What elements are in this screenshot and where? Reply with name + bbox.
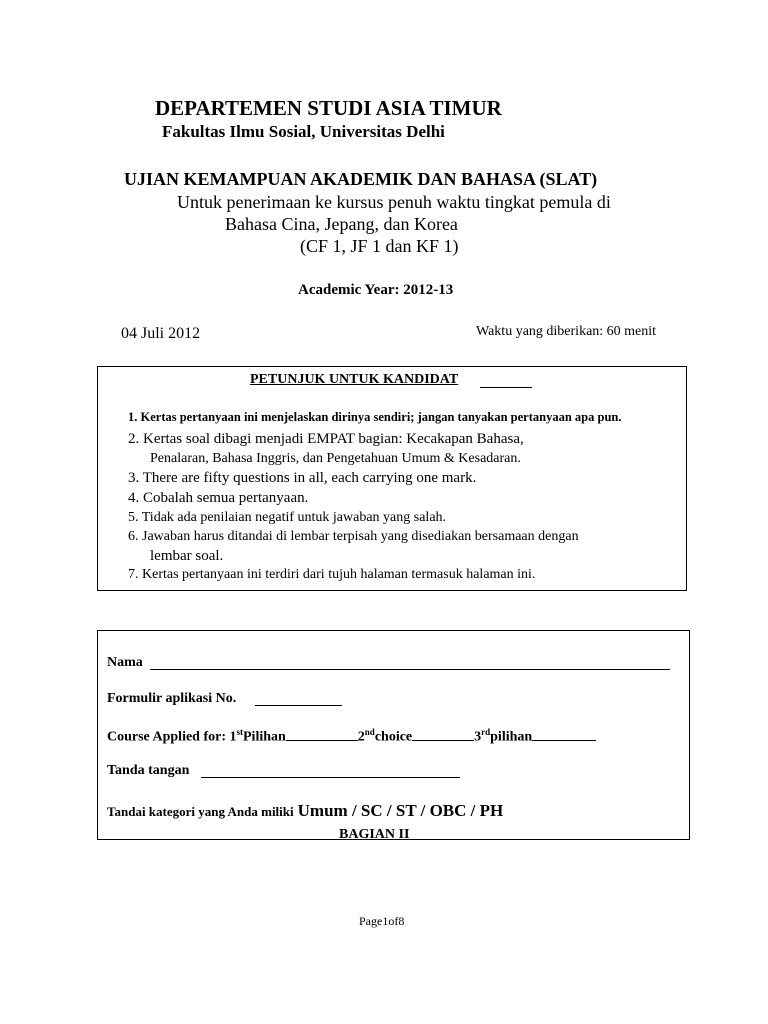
course-applied-row [107,727,596,746]
category-label: Tandai kategori yang Anda miliki [107,804,294,819]
exam-subtitle-line2: Bahasa Cina, Jepang, dan Korea [225,214,458,234]
page-number: Page1of8 [359,914,405,928]
category-options[interactable]: Umum / SC / ST / OBC / PH [297,801,504,820]
signature-label: Tanda tangan [107,763,190,778]
first-choice-label: Pilihan [243,729,286,745]
course-applied-label: Course Applied for: 1 [107,729,237,745]
application-number-field[interactable] [255,692,342,706]
instruction-item-7: 7. Kertas pertanyaan ini terdiri dari tujuh halaman termasuk halaman ini. [128,567,536,582]
course-num-3: 3 [474,729,482,745]
course-sup-1: st [236,727,243,737]
category-row [107,801,503,821]
instruction-item-3: 3. There are fifty questions in all, each carrying one mark. [128,470,477,486]
instructions-title: PETUNJUK UNTUK KANDIDAT [250,372,459,387]
exam-title: UJIAN KEMAMPUAN AKADEMIK DAN BAHASA (SLAT) [124,169,598,189]
instruction-item-2-line1: 2. Kertas soal dibagi menjadi EMPAT bagian: Kecakapan Bahasa, [128,431,524,447]
instruction-item-6-line1: 6. Jawaban harus ditandai di lembar terpisah yang disediakan bersamaan dengan [128,529,579,544]
instruction-item-2-line2: Penalaran, Bahasa Inggris, dan Pengetahuan Umum & Kesadaran. [150,451,521,466]
course-num-2: 2 [357,729,365,745]
second-choice-label: choice [374,729,413,745]
instructions-title-underline [480,372,532,388]
exam-date: 04 Juli 2012 [121,325,201,342]
instruction-item-4: 4. Cobalah semua pertanyaan. [128,490,309,506]
signature-field[interactable] [201,764,460,778]
instruction-item-5: 5. Tidak ada penilaian negatif untuk jawaban yang salah. [128,510,447,525]
first-choice-field[interactable] [286,728,358,741]
department-title: DEPARTEMEN STUDI ASIA TIMUR [155,96,502,120]
faculty-title: Fakultas Ilmu Sosial, Universitas Delhi [162,122,445,141]
second-choice-field[interactable] [412,728,474,741]
third-choice-label: pilihan [490,729,533,745]
course-sup-3: rd [481,727,491,737]
instruction-item-6-line2: lembar soal. [150,548,224,564]
exam-subtitle-line1: Untuk penerimaan ke kursus penuh waktu tingkat pemula di [177,192,611,212]
third-choice-field[interactable] [532,728,596,741]
exam-subtitle-line3: (CF 1, JF 1 dan KF 1) [300,236,459,256]
course-sup-2: nd [364,727,375,737]
name-field[interactable] [150,656,670,670]
application-number-label: Formulir aplikasi No. [107,691,237,706]
instruction-item-1: 1. Kertas pertanyaan ini menjelaskan dirinya sendiri; jangan tanyakan pertanyaan apa pun. [128,410,622,424]
section-heading: BAGIAN II [339,827,410,839]
time-given: Waktu yang diberikan: 60 menit [476,324,657,339]
academic-year: Academic Year: 2012-13 [298,282,454,298]
name-label: Nama [107,655,143,670]
